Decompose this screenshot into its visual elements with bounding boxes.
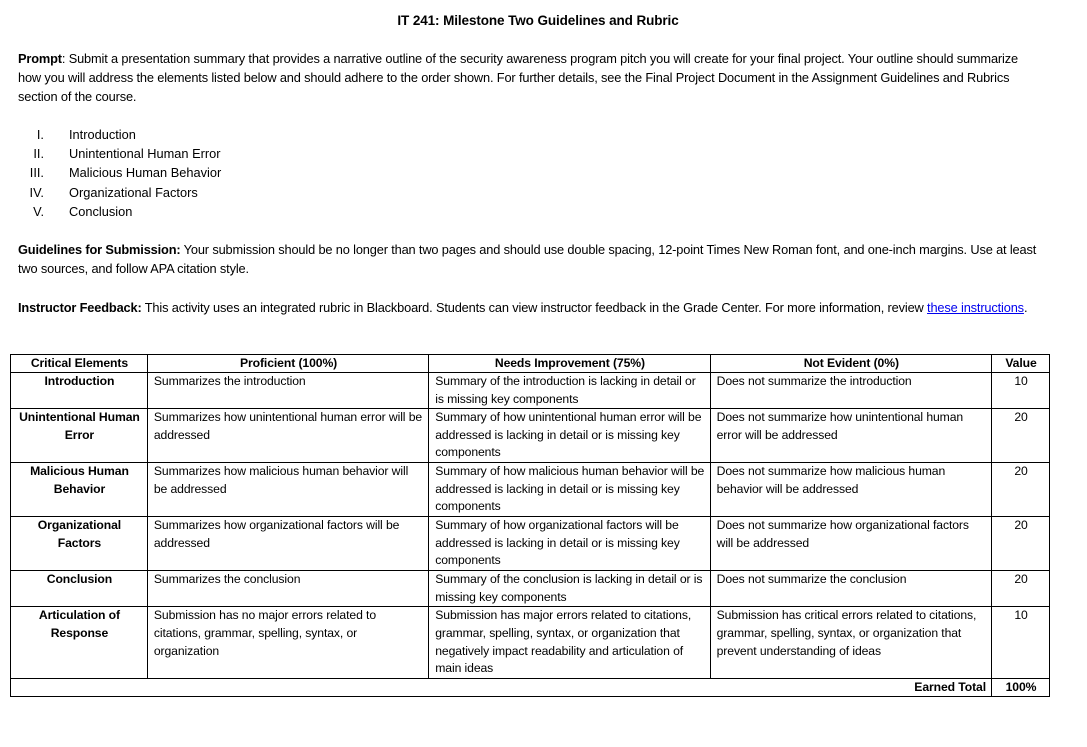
outline-item xyxy=(18,183,221,202)
guidelines-paragraph xyxy=(18,240,1048,278)
feedback-label: Instructor Feedback: xyxy=(18,300,142,315)
header-proficient: Proficient (100%) xyxy=(147,355,428,373)
value-cell: 10 xyxy=(992,607,1050,678)
not-evident-cell: Does not summarize how organizational factors will be addressed xyxy=(710,517,991,571)
outline-number: V. xyxy=(33,203,44,219)
not-evident-cell: Submission has critical errors related to citations, grammar, spelling, syntax, or organization that prevent understanding of ideas xyxy=(710,607,991,678)
outline-number: I. xyxy=(36,127,44,142)
critical-element-cell: Introduction xyxy=(11,373,148,409)
critical-element-cell: Conclusion xyxy=(11,571,148,607)
proficient-cell: Submission has no major errors related to citations, grammar, spelling, syntax, or organization xyxy=(147,607,428,678)
not-evident-cell: Does not summarize how malicious human behavior will be addressed xyxy=(710,463,991,517)
value-cell: 20 xyxy=(992,463,1050,517)
header-value: Value xyxy=(992,355,1050,373)
needs-improvement-cell: Summary of how malicious human behavior will be addressed is lacking in detail or is missing key components xyxy=(429,463,710,517)
needs-improvement-cell: Summary of how unintentional human error will be addressed is lacking in detail or is missing key components xyxy=(429,409,710,463)
rubric-total-row xyxy=(11,678,1050,697)
rubric-row xyxy=(11,571,1050,607)
rubric-row xyxy=(11,607,1050,678)
critical-element-cell: Articulation of Response xyxy=(11,607,148,678)
rubric-row xyxy=(11,463,1050,517)
document-title: IT 241: Milestone Two Guidelines and Rubric xyxy=(397,13,679,28)
rubric-row xyxy=(11,409,1050,463)
outline-label: Organizational Factors xyxy=(69,184,198,200)
outline-label: Conclusion xyxy=(69,203,133,219)
needs-improvement-cell: Summary of the conclusion is lacking in detail or is missing key components xyxy=(429,571,710,607)
header-not-evident: Not Evident (0%) xyxy=(710,355,991,373)
needs-improvement-cell: Summary of the introduction is lacking in detail or is missing key components xyxy=(429,373,710,409)
outline-label: Unintentional Human Error xyxy=(69,146,221,162)
proficient-cell: Summarizes the introduction xyxy=(147,373,428,409)
prompt-paragraph xyxy=(18,49,1038,107)
value-cell: 20 xyxy=(992,517,1050,571)
rubric-table xyxy=(10,354,1050,697)
guidelines-label: Guidelines for Submission: xyxy=(18,242,181,257)
earned-total-label: Earned Total xyxy=(11,678,992,697)
proficient-cell: Summarizes the conclusion xyxy=(147,571,428,607)
critical-element-cell: Unintentional Human Error xyxy=(11,409,148,463)
outline-label: Malicious Human Behavior xyxy=(69,165,222,181)
outline-number: IV. xyxy=(29,184,44,200)
not-evident-cell: Does not summarize how unintentional human error will be addressed xyxy=(710,409,991,463)
outline-label: Introduction xyxy=(69,127,136,142)
feedback-text: This activity uses an integrated rubric in Blackboard. Students can view instructor feedback in the Grade Center. For more information, review xyxy=(141,300,928,315)
feedback-paragraph xyxy=(18,298,1038,317)
not-evident-cell: Does not summarize the introduction xyxy=(710,373,991,409)
value-cell: 20 xyxy=(992,409,1050,463)
critical-element-cell: Malicious Human Behavior xyxy=(11,463,148,517)
element-outline-list xyxy=(18,125,221,221)
needs-improvement-cell: Submission has major errors related to citations, grammar, spelling, syntax, or organization that negatively impact readability and articulation of main ideas xyxy=(429,607,710,678)
instructions-link[interactable]: these instructions xyxy=(927,300,1024,315)
outline-item xyxy=(18,163,221,182)
prompt-text: : Submit a presentation summary that provides a narrative outline of the security awareness program pitch you will create for your final project. Your outline should summarize how you will address the elements listed below and should adhere to the order shown. For further details, see the Final Project Document in the Assignment Guidelines and Rubrics section of the course. xyxy=(18,51,1018,105)
proficient-cell: Summarizes how unintentional human error will be addressed xyxy=(147,409,428,463)
outline-item xyxy=(18,144,221,163)
value-cell: 10 xyxy=(992,373,1050,409)
rubric-row xyxy=(11,373,1050,409)
outline-number: III. xyxy=(29,165,44,181)
earned-total-value: 100% xyxy=(992,678,1050,697)
header-critical-elements: Critical Elements xyxy=(11,355,148,373)
rubric-row xyxy=(11,517,1050,571)
feedback-period: . xyxy=(1023,300,1028,315)
critical-element-cell: Organizational Factors xyxy=(11,517,148,571)
header-needs-improvement: Needs Improvement (75%) xyxy=(429,355,710,373)
rubric-header-row xyxy=(11,355,1050,373)
outline-item xyxy=(18,125,221,144)
not-evident-cell: Does not summarize the conclusion xyxy=(710,571,991,607)
prompt-label: Prompt xyxy=(18,51,62,66)
value-cell: 20 xyxy=(992,571,1050,607)
proficient-cell: Summarizes how malicious human behavior will be addressed xyxy=(147,463,428,517)
document-page xyxy=(18,0,1058,694)
outline-number: II. xyxy=(33,146,44,162)
needs-improvement-cell: Summary of how organizational factors will be addressed is lacking in detail or is missing key components xyxy=(429,517,710,571)
guidelines-text: Your submission should be no longer than two pages and should use double spacing, 12-point Times New Roman font, and one-inch margins. Use at least two sources, and follow APA citation style. xyxy=(18,242,1037,277)
outline-item xyxy=(18,202,221,221)
proficient-cell: Summarizes how organizational factors will be addressed xyxy=(147,517,428,571)
